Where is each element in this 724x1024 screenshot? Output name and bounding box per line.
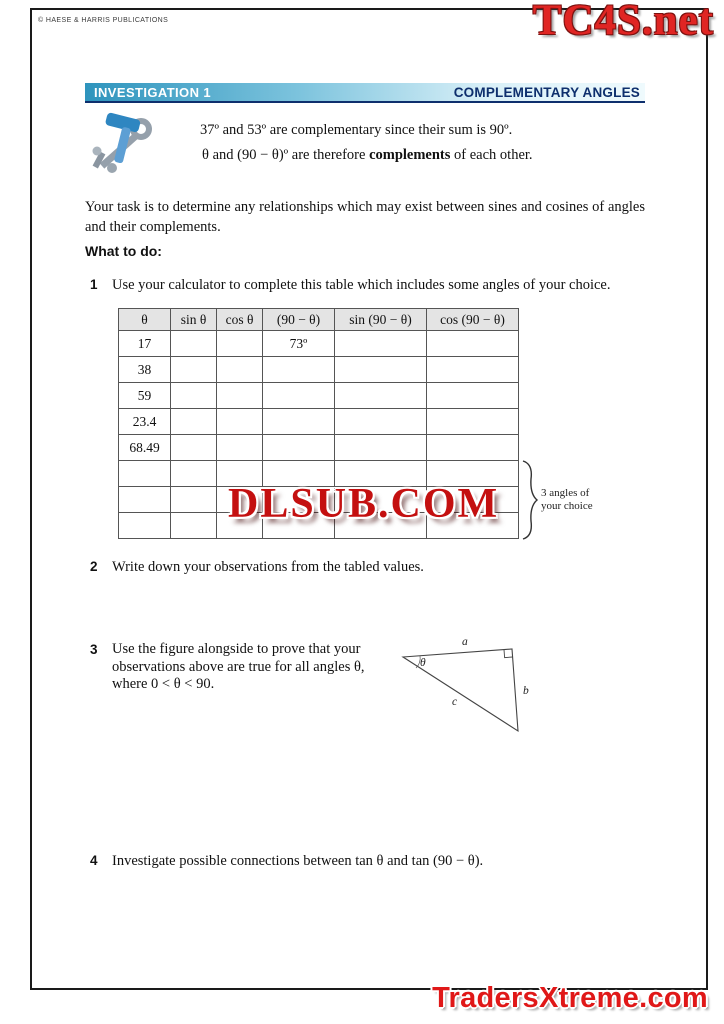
triangle-label-c: c [452, 696, 458, 708]
intro-line-2 [202, 147, 533, 164]
table-cell: 38 [119, 357, 171, 383]
table-cell [217, 383, 263, 409]
table-row [119, 409, 519, 435]
table-cell [263, 357, 335, 383]
table-cell [171, 409, 217, 435]
table-cell [171, 435, 217, 461]
table-cell [427, 435, 519, 461]
table-cell [119, 513, 171, 539]
table-row [119, 435, 519, 461]
investigation-title: INVESTIGATION 1 [94, 84, 211, 100]
task-paragraph: Your task is to determine any relationships which may exist between sines and cosines of angles and their complements. [85, 199, 645, 235]
step-1-number: 1 [90, 277, 98, 292]
table-cell [171, 331, 217, 357]
step-3-text: Use the figure alongside to prove that your observations above are true for all angles θ, where 0 < θ < 90. [112, 641, 365, 692]
table-cell [171, 383, 217, 409]
col-header-sin-complement: sin (90 − θ) [335, 309, 427, 331]
table-cell [263, 435, 335, 461]
col-header-complement: (90 − θ) [263, 309, 335, 331]
right-angle-mark [504, 650, 513, 658]
step-4-text: Investigate possible connections between tan θ and tan (90 − θ). [112, 853, 484, 869]
table-cell [171, 461, 217, 487]
step-4 [90, 853, 632, 870]
col-header-cos: cos θ [217, 309, 263, 331]
table-row [119, 383, 519, 409]
step-4-number: 4 [90, 853, 98, 868]
table-cell [119, 487, 171, 513]
table-cell [427, 357, 519, 383]
table-cell [335, 331, 427, 357]
table-cell [171, 487, 217, 513]
col-header-cos-complement: cos (90 − θ) [427, 309, 519, 331]
step-2 [90, 559, 632, 576]
table-cell [171, 513, 217, 539]
table-cell: 59 [119, 383, 171, 409]
intro-line-2-post: of each other. [450, 147, 533, 163]
table-header-row [119, 309, 519, 331]
table-cell [263, 383, 335, 409]
table-cell [427, 409, 519, 435]
investigation-subtitle: COMPLEMENTARY ANGLES [453, 84, 640, 100]
step-3-number: 3 [90, 642, 98, 657]
col-header-sin: sin θ [171, 309, 217, 331]
watermark-bottom: TradersXtreme.com [432, 982, 708, 1014]
step-2-text: Write down your observations from the tabled values. [112, 559, 424, 575]
intro-line-1: 37º and 53º are complementary since their sum is 90º. [200, 122, 513, 138]
intro-line-2-bold: complements [369, 147, 451, 163]
table-cell [119, 461, 171, 487]
table-cell: 73º [263, 331, 335, 357]
publisher-copyright: © HAESE & HARRIS PUBLICATIONS [38, 17, 169, 24]
what-to-do-heading: What to do: [85, 243, 162, 259]
triangle-label-b: b [523, 685, 529, 697]
brace [520, 460, 538, 540]
step-1-text: Use your calculator to complete this table which includes some angles of your choice. [112, 277, 611, 293]
table-cell [335, 409, 427, 435]
table-cell [217, 357, 263, 383]
table-cell: 68.49 [119, 435, 171, 461]
table-cell [335, 435, 427, 461]
table-cell [217, 331, 263, 357]
step-3 [90, 641, 368, 694]
watermark-middle: DLSUB.COM [228, 481, 500, 527]
table-cell [335, 357, 427, 383]
table-cell: 17 [119, 331, 171, 357]
brace-note [541, 487, 593, 512]
table-cell [427, 383, 519, 409]
step-2-number: 2 [90, 559, 98, 574]
brace-note-line-2: your choice [541, 499, 593, 512]
step-1 [90, 277, 632, 294]
table-cell [335, 383, 427, 409]
triangle-figure [400, 637, 535, 742]
table-cell [217, 409, 263, 435]
table-cell [171, 357, 217, 383]
brace-note-line-1: 3 angles of [541, 487, 590, 499]
intro-line-2-pre: θ and (90 − θ)º are therefore [202, 147, 370, 163]
table-row [119, 331, 519, 357]
table-cell: 23.4 [119, 409, 171, 435]
triangle-label-a: a [462, 637, 468, 648]
table-cell [217, 435, 263, 461]
triangle-label-theta: θ [420, 657, 426, 669]
investigation-header [85, 83, 645, 103]
table-cell [263, 409, 335, 435]
tools-icon [88, 112, 160, 181]
table-row [119, 357, 519, 383]
watermark-top: TC4S.net [532, 0, 714, 44]
col-header-theta: θ [119, 309, 171, 331]
table-cell [427, 331, 519, 357]
